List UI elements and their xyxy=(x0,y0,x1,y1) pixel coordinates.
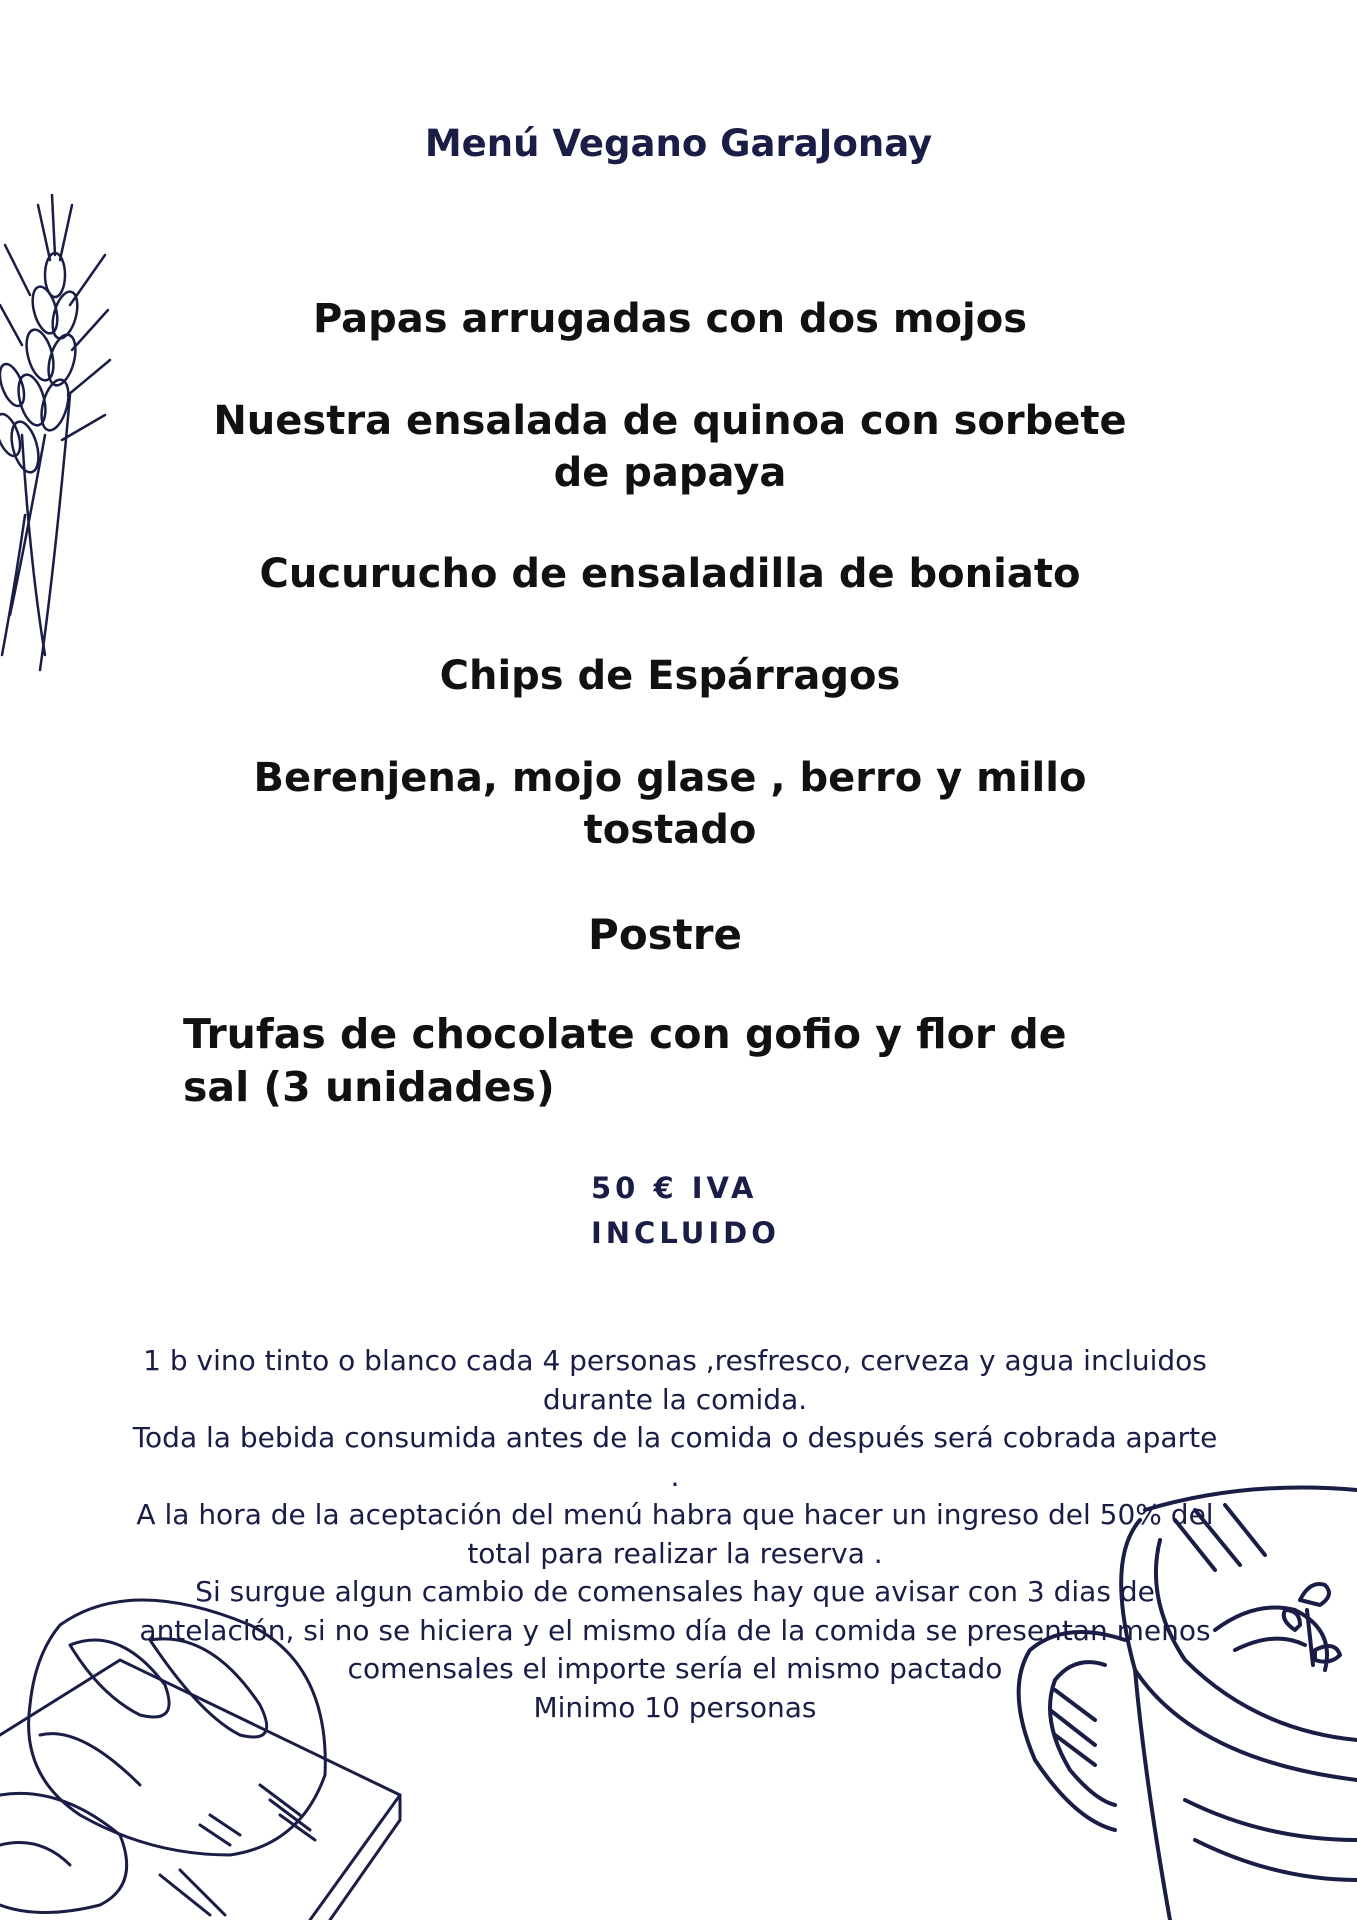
dish-item: Chips de Espárragos xyxy=(439,653,901,699)
price-label xyxy=(591,1166,851,1256)
price-line: 50 € IVA xyxy=(591,1171,758,1205)
note-line: Toda la bebida consumida antes de la comida o después será cobrada aparte . xyxy=(132,1421,1218,1493)
dish-item: Cucurucho de ensaladilla de boniato xyxy=(259,551,1081,597)
dessert-heading: Postre xyxy=(588,910,742,959)
wheat-icon xyxy=(0,185,115,680)
note-line: Si surgue algun cambio de comensales hay que avisar con 3 dias de antelación, si no se hiciera y el mismo día de la comida se presentan menos comensales el importe sería el mismo pactado xyxy=(139,1575,1211,1685)
note-line: Minimo 10 personas xyxy=(533,1690,817,1724)
menu-notes xyxy=(125,1342,1225,1727)
dish-item: Nuestra ensalada de quinoa con sorbete de papaya xyxy=(213,398,1127,496)
menu-title: Menú Vegano GaraJonay xyxy=(424,122,933,165)
price-line: INCLUIDO xyxy=(591,1216,780,1250)
note-line: A la hora de la aceptación del menú habra que hacer un ingreso del 50% del total para realizar la reserva . xyxy=(136,1498,1214,1570)
dish-item: Papas arrugadas con dos mojos xyxy=(312,296,1028,342)
dish-item: Berenjena, mojo glase , berro y millo tostado xyxy=(253,755,1087,853)
dessert-item: Trufas de chocolate con gofio y flor de sal (3 unidades) xyxy=(183,1010,1067,1111)
note-line: 1 b vino tinto o blanco cada 4 personas ,resfresco, cerveza y agua incluidos durante la comida. xyxy=(143,1344,1207,1416)
